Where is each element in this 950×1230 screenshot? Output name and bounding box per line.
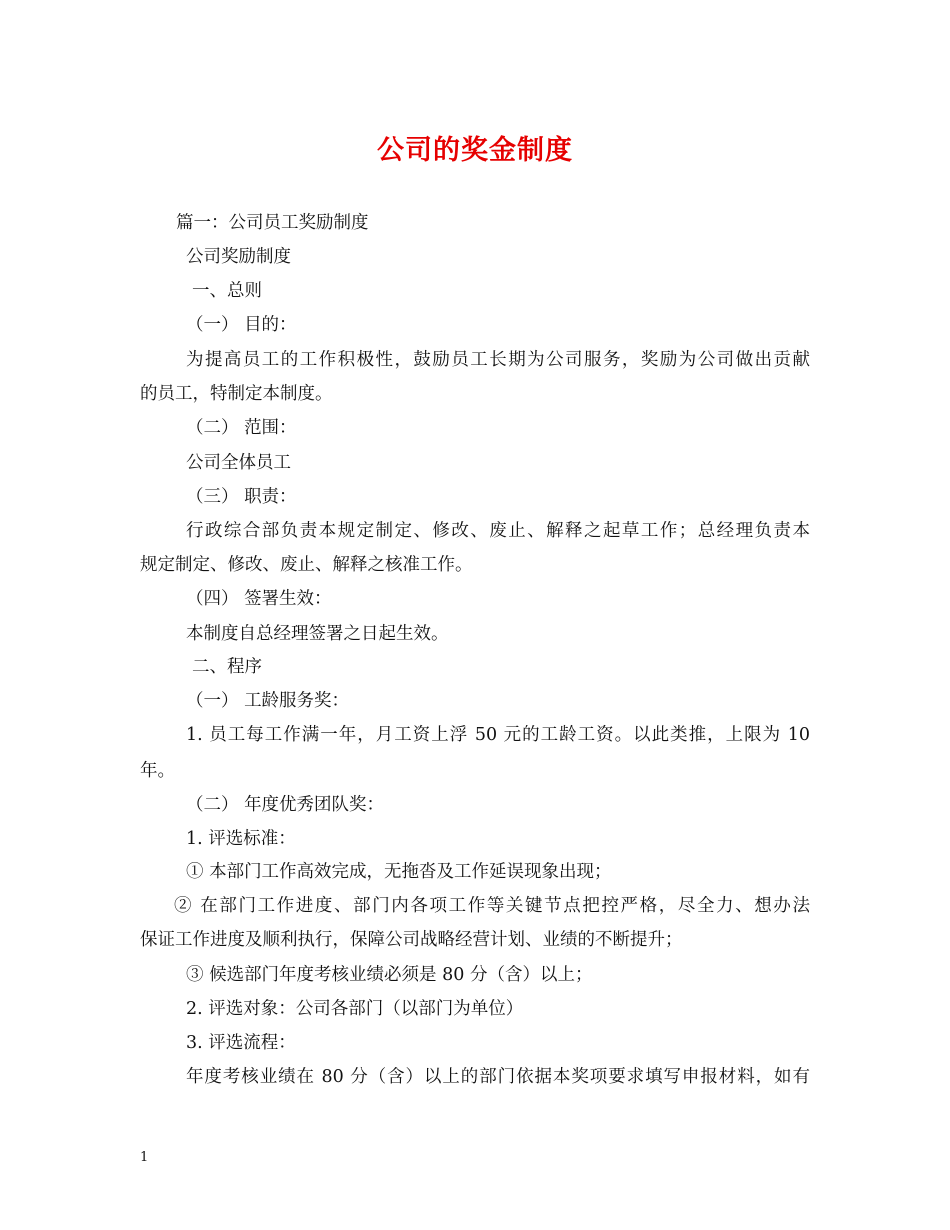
list-item: ② 在部门工作进度、部门内各项工作等关键节点把控严格，尽全力、想办法 — [174, 896, 810, 916]
subsection-heading: （一） 目的： — [186, 315, 297, 335]
paragraph-line: 篇一：公司员工奖励制度 — [176, 213, 369, 233]
paragraph-line: 年。 — [140, 761, 175, 781]
subsection-heading: （二） 范围： — [186, 418, 297, 438]
page-number: 1 — [140, 1150, 149, 1165]
list-item: ① 本部门工作高效完成，无拖沓及工作延误现象出现； — [186, 862, 612, 882]
paragraph-line: 行政综合部负责本规定制定、修改、废止、解释之起草工作；总经理负责本 — [186, 521, 810, 541]
paragraph-line: 规定制定、修改、废止、解释之核准工作。 — [140, 555, 473, 575]
paragraph-line: 1. 员工每工作满一年，月工资上浮 50 元的工龄工资。以此类推，上限为 10 — [186, 725, 810, 745]
list-item: 1. 评选标准： — [186, 829, 296, 849]
subsection-heading: （一） 工龄服务奖： — [186, 691, 350, 711]
paragraph-line: 公司全体员工 — [186, 453, 291, 473]
section-heading: 一、总则 — [192, 281, 262, 301]
subsection-heading: （三） 职责： — [186, 487, 297, 507]
paragraph-line: 本制度自总经理签署之日起生效。 — [186, 624, 449, 644]
list-item: 3. 评选流程： — [186, 1033, 296, 1053]
paragraph-line: 公司奖励制度 — [186, 247, 291, 267]
list-item: 2. 评选对象：公司各部门（以部门为单位） — [186, 999, 524, 1019]
subsection-heading: （二） 年度优秀团队奖： — [186, 795, 385, 815]
section-heading: 二、程序 — [192, 657, 262, 677]
subsection-heading: （四） 签署生效： — [186, 589, 332, 609]
paragraph-line: 年度考核业绩在 80 分（含）以上的部门依据本奖项要求填写申报材料，如有 — [186, 1067, 810, 1087]
document-title: 公司的奖金制度 — [377, 135, 573, 166]
list-item: ③ 候选部门年度考核业绩必须是 80 分（含）以上； — [186, 965, 593, 985]
paragraph-line: 的员工，特制定本制度。 — [140, 384, 333, 404]
paragraph-line: 为提高员工的工作积极性，鼓励员工长期为公司服务，奖励为公司做出贡献 — [186, 350, 810, 370]
paragraph-line: 保证工作进度及顺利执行，保障公司战略经营计划、业绩的不断提升； — [140, 930, 683, 950]
